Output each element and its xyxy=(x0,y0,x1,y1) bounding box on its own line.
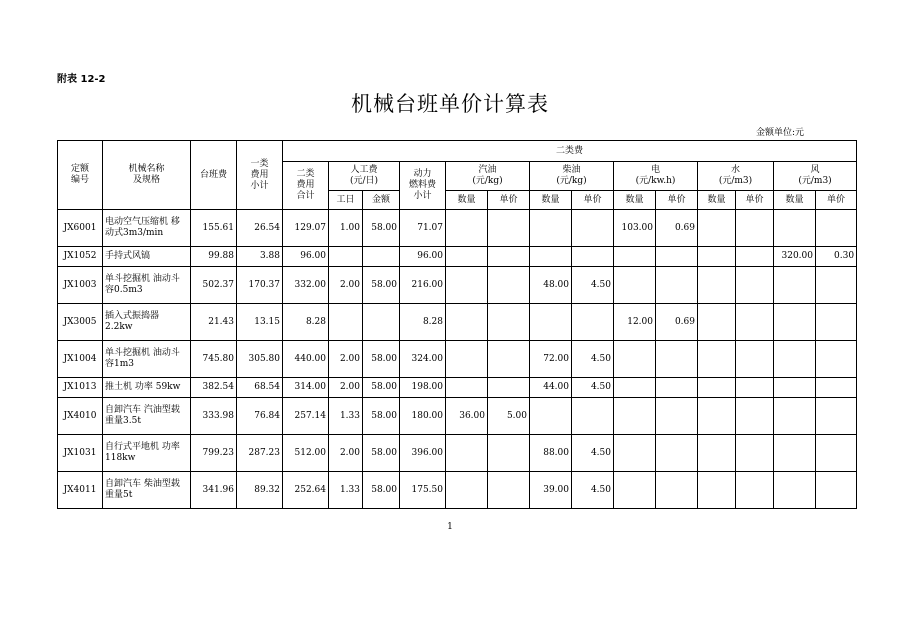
row-cat2-total: 96.00 xyxy=(283,247,329,267)
row-labor-workday: 2.00 xyxy=(329,378,363,398)
row-water-qty xyxy=(698,267,736,304)
row-labor-amount: 58.00 xyxy=(363,341,400,378)
row-code: JX1031 xyxy=(58,435,103,472)
row-diesel-price: 4.50 xyxy=(572,435,614,472)
row-code: JX1052 xyxy=(58,247,103,267)
header-diesel: 柴油 (元/kg) xyxy=(530,162,614,191)
row-power-fuel: 180.00 xyxy=(400,398,446,435)
header-labor: 人工费 (元/日) xyxy=(329,162,400,191)
row-labor-amount xyxy=(363,247,400,267)
row-gasoline-price xyxy=(488,267,530,304)
row-wind-price xyxy=(816,435,857,472)
row-water-price xyxy=(736,210,774,247)
header-diesel-qty: 数量 xyxy=(530,191,572,210)
row-shift-fee: 745.80 xyxy=(191,341,237,378)
row-diesel-price: 4.50 xyxy=(572,472,614,509)
row-wind-qty xyxy=(774,341,816,378)
row-machine-name: 插入式振捣器 2.2kw xyxy=(103,304,191,341)
row-diesel-price xyxy=(572,210,614,247)
row-labor-workday: 2.00 xyxy=(329,435,363,472)
row-gasoline-price xyxy=(488,341,530,378)
header-gasoline: 汽油 (元/kg) xyxy=(446,162,530,191)
row-gasoline-qty xyxy=(446,435,488,472)
row-electricity-qty xyxy=(614,267,656,304)
table-row xyxy=(58,247,857,267)
row-electricity-qty xyxy=(614,398,656,435)
header-cat2-group: 二类费 xyxy=(283,141,857,162)
row-water-qty xyxy=(698,472,736,509)
row-labor-workday: 1.00 xyxy=(329,210,363,247)
row-wind-price xyxy=(816,378,857,398)
row-diesel-qty: 72.00 xyxy=(530,341,572,378)
row-electricity-price xyxy=(656,472,698,509)
row-diesel-price xyxy=(572,304,614,341)
row-cat2-total: 129.07 xyxy=(283,210,329,247)
row-electricity-qty xyxy=(614,472,656,509)
row-code: JX4010 xyxy=(58,398,103,435)
row-wind-price: 0.30 xyxy=(816,247,857,267)
header-code: 定额 编号 xyxy=(58,141,103,210)
row-water-price xyxy=(736,247,774,267)
table-row xyxy=(58,378,857,398)
header-amount: 金额 xyxy=(363,191,400,210)
row-diesel-qty: 48.00 xyxy=(530,267,572,304)
row-water-price xyxy=(736,304,774,341)
row-cat1-subtotal: 26.54 xyxy=(237,210,283,247)
row-electricity-qty xyxy=(614,378,656,398)
row-gasoline-qty xyxy=(446,304,488,341)
row-wind-price xyxy=(816,267,857,304)
header-water-qty: 数量 xyxy=(698,191,736,210)
row-cat2-total: 252.64 xyxy=(283,472,329,509)
row-diesel-qty xyxy=(530,247,572,267)
row-gasoline-qty xyxy=(446,210,488,247)
row-labor-workday: 1.33 xyxy=(329,472,363,509)
row-labor-workday: 1.33 xyxy=(329,398,363,435)
row-wind-qty xyxy=(774,398,816,435)
row-wind-qty xyxy=(774,435,816,472)
row-shift-fee: 333.98 xyxy=(191,398,237,435)
row-labor-amount: 58.00 xyxy=(363,398,400,435)
row-gasoline-price xyxy=(488,247,530,267)
table-row xyxy=(58,435,857,472)
row-gasoline-qty xyxy=(446,378,488,398)
row-code: JX1013 xyxy=(58,378,103,398)
table-row xyxy=(58,210,857,247)
page-number: 1 xyxy=(447,522,453,532)
row-power-fuel: 198.00 xyxy=(400,378,446,398)
row-labor-amount: 58.00 xyxy=(363,435,400,472)
row-shift-fee: 502.37 xyxy=(191,267,237,304)
header-gasoline-qty: 数量 xyxy=(446,191,488,210)
row-diesel-price: 4.50 xyxy=(572,341,614,378)
row-water-price xyxy=(736,378,774,398)
row-machine-name: 单斗挖掘机 油动斗容1m3 xyxy=(103,341,191,378)
row-diesel-qty: 44.00 xyxy=(530,378,572,398)
row-cat2-total: 332.00 xyxy=(283,267,329,304)
row-labor-amount xyxy=(363,304,400,341)
row-water-qty xyxy=(698,341,736,378)
row-power-fuel: 71.07 xyxy=(400,210,446,247)
row-water-qty xyxy=(698,378,736,398)
row-machine-name: 自卸汽车 柴油型载重量5t xyxy=(103,472,191,509)
row-water-price xyxy=(736,267,774,304)
header-name: 机械名称 及规格 xyxy=(103,141,191,210)
header-diesel-price: 单价 xyxy=(572,191,614,210)
row-cat2-total: 8.28 xyxy=(283,304,329,341)
row-electricity-price xyxy=(656,435,698,472)
row-labor-workday: 2.00 xyxy=(329,267,363,304)
row-diesel-price: 4.50 xyxy=(572,378,614,398)
row-diesel-price xyxy=(572,398,614,435)
header-water-price: 单价 xyxy=(736,191,774,210)
row-shift-fee: 341.96 xyxy=(191,472,237,509)
header-electricity-qty: 数量 xyxy=(614,191,656,210)
header-wind-qty: 数量 xyxy=(774,191,816,210)
row-electricity-qty: 103.00 xyxy=(614,210,656,247)
row-electricity-price xyxy=(656,341,698,378)
row-diesel-price xyxy=(572,247,614,267)
row-shift-fee: 21.43 xyxy=(191,304,237,341)
row-code: JX1004 xyxy=(58,341,103,378)
row-gasoline-price xyxy=(488,210,530,247)
header-wind-price: 单价 xyxy=(816,191,857,210)
row-diesel-qty xyxy=(530,304,572,341)
row-electricity-price xyxy=(656,398,698,435)
row-labor-workday: 2.00 xyxy=(329,341,363,378)
row-gasoline-qty xyxy=(446,341,488,378)
row-machine-name: 单斗挖掘机 油动斗容0.5m3 xyxy=(103,267,191,304)
row-cat1-subtotal: 3.88 xyxy=(237,247,283,267)
row-labor-amount: 58.00 xyxy=(363,378,400,398)
table-row xyxy=(58,341,857,378)
row-shift-fee: 799.23 xyxy=(191,435,237,472)
row-water-price xyxy=(736,398,774,435)
row-cat1-subtotal: 13.15 xyxy=(237,304,283,341)
row-labor-amount: 58.00 xyxy=(363,210,400,247)
row-water-price xyxy=(736,472,774,509)
row-wind-price xyxy=(816,472,857,509)
row-electricity-price: 0.69 xyxy=(656,304,698,341)
row-water-qty xyxy=(698,210,736,247)
annex-label: 附表 12-2 xyxy=(57,74,106,85)
row-electricity-price xyxy=(656,378,698,398)
row-cat2-total: 440.00 xyxy=(283,341,329,378)
row-wind-price xyxy=(816,398,857,435)
row-shift-fee: 382.54 xyxy=(191,378,237,398)
row-machine-name: 自行式平地机 功率118kw xyxy=(103,435,191,472)
row-gasoline-price xyxy=(488,304,530,341)
row-cat1-subtotal: 76.84 xyxy=(237,398,283,435)
row-gasoline-price xyxy=(488,378,530,398)
row-wind-qty xyxy=(774,378,816,398)
header-electricity: 电 (元/kw.h) xyxy=(614,162,698,191)
row-cat2-total: 314.00 xyxy=(283,378,329,398)
row-machine-name: 手持式风镐 xyxy=(103,247,191,267)
row-code: JX3005 xyxy=(58,304,103,341)
row-electricity-qty xyxy=(614,435,656,472)
table-body xyxy=(58,210,857,509)
row-labor-workday xyxy=(329,304,363,341)
row-electricity-qty xyxy=(614,341,656,378)
table-row xyxy=(58,398,857,435)
row-power-fuel: 216.00 xyxy=(400,267,446,304)
header-cat2-total: 二类 费用 合计 xyxy=(283,162,329,210)
row-labor-amount: 58.00 xyxy=(363,267,400,304)
row-code: JX6001 xyxy=(58,210,103,247)
row-diesel-qty xyxy=(530,398,572,435)
row-electricity-price: 0.69 xyxy=(656,210,698,247)
row-electricity-qty xyxy=(614,247,656,267)
row-water-qty xyxy=(698,398,736,435)
row-diesel-qty: 88.00 xyxy=(530,435,572,472)
row-wind-qty xyxy=(774,304,816,341)
row-cat1-subtotal: 305.80 xyxy=(237,341,283,378)
header-shift-fee: 台班费 xyxy=(191,141,237,210)
row-machine-name: 电动空气压缩机 移动式3m3/min xyxy=(103,210,191,247)
row-labor-workday xyxy=(329,247,363,267)
row-water-qty xyxy=(698,304,736,341)
currency-unit-note: 金额单位:元 xyxy=(755,128,804,138)
row-gasoline-qty xyxy=(446,472,488,509)
row-shift-fee: 99.88 xyxy=(191,247,237,267)
row-wind-price xyxy=(816,341,857,378)
row-water-price xyxy=(736,341,774,378)
row-code: JX1003 xyxy=(58,267,103,304)
row-shift-fee: 155.61 xyxy=(191,210,237,247)
row-gasoline-price xyxy=(488,472,530,509)
table-row xyxy=(58,267,857,304)
row-cat1-subtotal: 287.23 xyxy=(237,435,283,472)
row-gasoline-qty xyxy=(446,267,488,304)
row-power-fuel: 324.00 xyxy=(400,341,446,378)
row-power-fuel: 96.00 xyxy=(400,247,446,267)
table-row xyxy=(58,304,857,341)
row-electricity-qty: 12.00 xyxy=(614,304,656,341)
machine-shift-price-table xyxy=(57,140,857,509)
page-title: 机械台班单价计算表 xyxy=(351,92,549,116)
row-labor-amount: 58.00 xyxy=(363,472,400,509)
row-wind-price xyxy=(816,304,857,341)
header-wind: 风 (元/m3) xyxy=(774,162,857,191)
row-water-qty xyxy=(698,247,736,267)
row-gasoline-price xyxy=(488,435,530,472)
row-wind-qty xyxy=(774,472,816,509)
row-water-qty xyxy=(698,435,736,472)
row-gasoline-price: 5.00 xyxy=(488,398,530,435)
header-gasoline-price: 单价 xyxy=(488,191,530,210)
row-power-fuel: 396.00 xyxy=(400,435,446,472)
row-cat1-subtotal: 89.32 xyxy=(237,472,283,509)
header-workday: 工日 xyxy=(329,191,363,210)
row-diesel-qty: 39.00 xyxy=(530,472,572,509)
row-gasoline-qty xyxy=(446,247,488,267)
row-machine-name: 自卸汽车 汽油型载重量3.5t xyxy=(103,398,191,435)
row-cat2-total: 512.00 xyxy=(283,435,329,472)
row-machine-name: 推土机 功率 59kw xyxy=(103,378,191,398)
row-diesel-price: 4.50 xyxy=(572,267,614,304)
row-wind-price xyxy=(816,210,857,247)
row-gasoline-qty: 36.00 xyxy=(446,398,488,435)
row-power-fuel: 8.28 xyxy=(400,304,446,341)
row-diesel-qty xyxy=(530,210,572,247)
row-power-fuel: 175.50 xyxy=(400,472,446,509)
row-electricity-price xyxy=(656,247,698,267)
row-code: JX4011 xyxy=(58,472,103,509)
row-wind-qty: 320.00 xyxy=(774,247,816,267)
row-electricity-price xyxy=(656,267,698,304)
row-cat1-subtotal: 170.37 xyxy=(237,267,283,304)
header-electricity-price: 单价 xyxy=(656,191,698,210)
row-cat1-subtotal: 68.54 xyxy=(237,378,283,398)
row-water-price xyxy=(736,435,774,472)
header-cat1-subtotal: 一类 费用 小计 xyxy=(237,141,283,210)
header-water: 水 (元/m3) xyxy=(698,162,774,191)
table-row xyxy=(58,472,857,509)
header-power-fuel: 动力 燃料费 小计 xyxy=(400,162,446,210)
row-wind-qty xyxy=(774,267,816,304)
row-cat2-total: 257.14 xyxy=(283,398,329,435)
row-wind-qty xyxy=(774,210,816,247)
